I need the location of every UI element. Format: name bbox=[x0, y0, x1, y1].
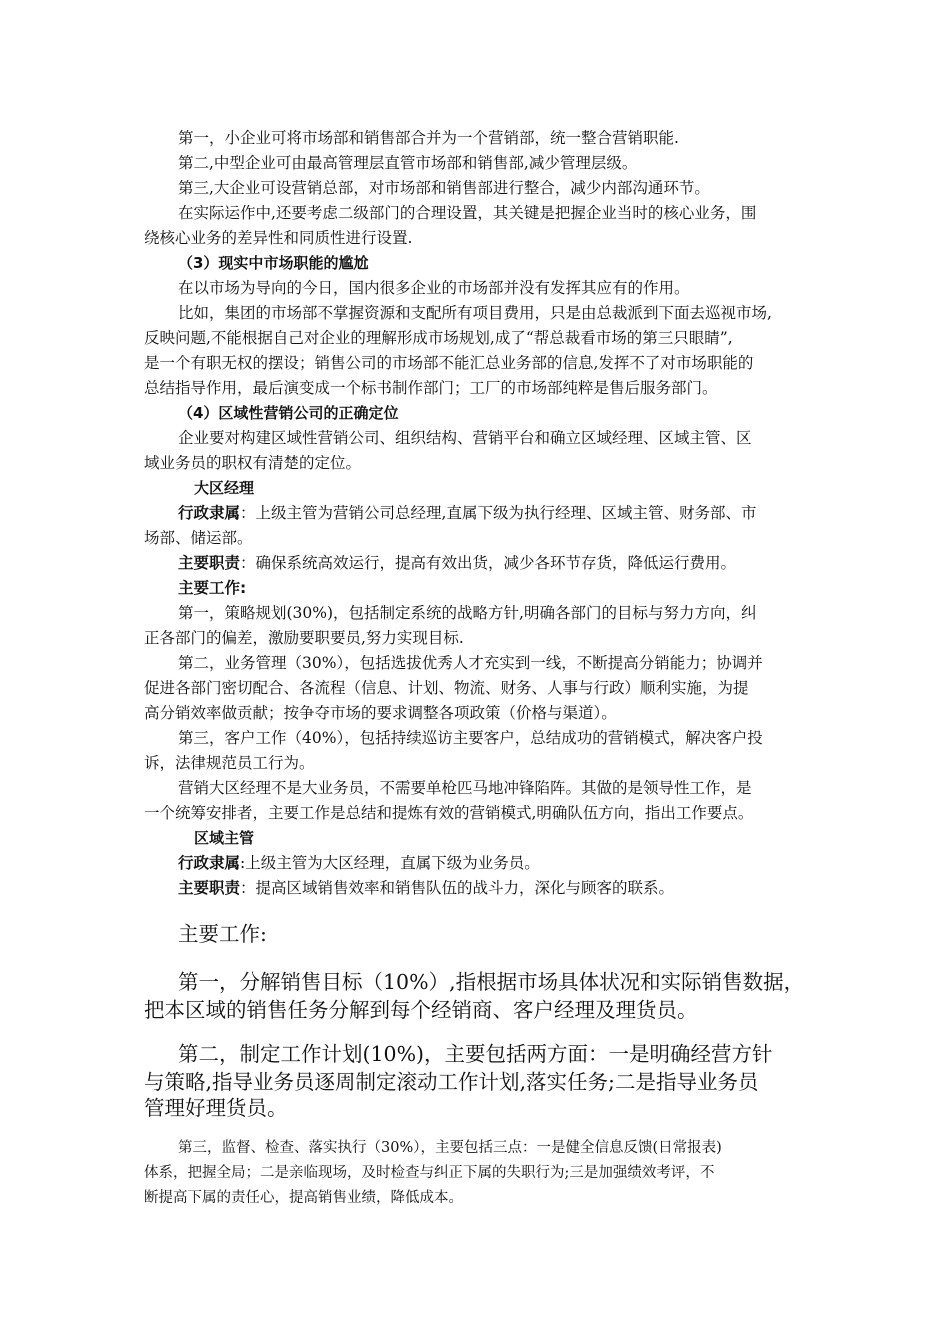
admin-label: 行政隶属 bbox=[178, 504, 241, 522]
paragraph-line: 总结指导作用，最后演变成一个标书制作部门；工厂的市场部纯粹是售后服务部门。 bbox=[144, 379, 718, 397]
paragraph-line: 第二，业务管理（30%），包括选拔优秀人才充实到一线，不断提高分销能力；协调并 bbox=[178, 654, 763, 672]
paragraph-line: 场部、储运部。 bbox=[144, 529, 253, 547]
paragraph-line: 正各部门的偏差，激励要职要员,努力实现目标. bbox=[144, 629, 464, 647]
duty-text: ：确保系统高效运行，提高有效出货，减少各环节存货，降低运行费用。 bbox=[240, 554, 737, 572]
paragraph-line: 第一，策略规划(30%)，包括制定系统的战略方针,明确各部门的目标与努力方向，纠 bbox=[178, 604, 757, 622]
admin-line bbox=[178, 503, 756, 523]
paragraph-line: 是一个有职无权的摆设；销售公司的市场部不能汇总业务部的信息,发挥不了对市场职能的 bbox=[144, 354, 754, 372]
paragraph-line-large: 与策略,指导业务员逐周制定滚动工作计划,落实任务;二是指导业务员 bbox=[144, 1070, 759, 1094]
role-title: 区域主管 bbox=[194, 829, 255, 847]
paragraph-line-large: 第一，分解销售目标（10%）,指根据市场具体状况和实际销售数据， bbox=[178, 970, 805, 994]
admin-text: :上级主管为大区经理，直属下级为业务员。 bbox=[240, 854, 540, 872]
duty-line bbox=[178, 878, 674, 898]
section-heading: （3）现实中市场职能的尴尬 bbox=[178, 254, 369, 272]
paragraph-line: 促进各部门密切配合、各流程（信息、计划、物流、财务、人事与行政）顺利实施，为提 bbox=[144, 679, 749, 697]
paragraph-line: 一个统筹安排者，主要工作是总结和提炼有效的营销模式,明确队伍方向，指出工作要点。 bbox=[144, 804, 754, 822]
admin-label: 行政隶属 bbox=[178, 854, 241, 872]
role-title: 大区经理 bbox=[194, 479, 255, 497]
duty-label: 主要职责 bbox=[178, 554, 241, 572]
paragraph-line: 第三，客户工作（40%），包括持续巡访主要客户，总结成功的营销模式，解决客户投 bbox=[178, 729, 763, 747]
duty-text: ：提高区域销售效率和销售队伍的战斗力，深化与顾客的联系。 bbox=[240, 879, 675, 897]
paragraph-line: 第二,中型企业可由最高管理层直管市场部和销售部,减少管理层级。 bbox=[178, 154, 638, 172]
paragraph-line-small: 体系，把握全局；二是亲临现场，及时检查与纠正下属的失职行为;三是加强绩效考评，不 bbox=[144, 1165, 715, 1181]
section-heading: （4）区域性营销公司的正确定位 bbox=[178, 404, 399, 422]
paragraph-line-large: 把本区域的销售任务分解到每个经销商、客户经理及理货员。 bbox=[144, 998, 698, 1022]
admin-text: ：上级主管为营销公司总经理,直属下级为执行经理、区域主管、财务部、市 bbox=[240, 504, 757, 522]
paragraph-line-small: 第三，监督、检查、落实执行（30%），主要包括三点：一是健全信息反馈(日常报表) bbox=[178, 1140, 722, 1156]
work-label: 主要工作: bbox=[178, 579, 247, 597]
admin-line bbox=[178, 853, 540, 873]
paragraph-line: 高分销效率做贡献；按争夺市场的要求调整各项政策（价格与渠道）。 bbox=[144, 704, 617, 722]
paragraph-line: 比如，集团的市场部不掌握资源和支配所有项目费用，只是由总裁派到下面去巡视市场, bbox=[178, 304, 772, 322]
duty-label: 主要职责 bbox=[178, 879, 241, 897]
paragraph-line-large: 第二，制定工作计划(10%)，主要包括两方面：一是明确经营方针 bbox=[178, 1042, 773, 1066]
paragraph-line: 第一，小企业可将市场部和销售部合并为一个营销部，统一整合营销职能. bbox=[178, 129, 679, 147]
paragraph-line: 诉，法律规范员工行为。 bbox=[144, 754, 315, 772]
duty-line bbox=[178, 553, 736, 573]
paragraph-line-small: 断提高下属的责任心，提高销售业绩，降低成本。 bbox=[144, 1190, 463, 1206]
paragraph-line: 反映问题,不能根据自己对企业的理解形成市场规划,成了“帮总裁看市场的第三只眼睛”, bbox=[144, 329, 733, 347]
paragraph-line: 营销大区经理不是大业务员，不需要单枪匹马地冲锋陷阵。其做的是领导性工作，是 bbox=[178, 779, 752, 797]
paragraph-line: 绕核心业务的差异性和同质性进行设置. bbox=[144, 229, 413, 247]
paragraph-line-large: 管理好理货员。 bbox=[144, 1096, 288, 1120]
paragraph-line: 在实际运作中,还要考虑二级部门的合理设置，其关键是把握企业当时的核心业务，围 bbox=[178, 204, 757, 222]
paragraph-line: 企业要对构建区域性营销公司、组织结构、营销平台和确立区域经理、区域主管、区 bbox=[178, 429, 752, 447]
paragraph-line: 第三,大企业可设营销总部，对市场部和销售部进行整合，减少内部沟通环节。 bbox=[178, 179, 710, 197]
paragraph-line: 在以市场为导向的今日，国内很多企业的市场部并没有发挥其应有的作用。 bbox=[178, 279, 690, 297]
paragraph-line: 域业务员的职权有清楚的定位。 bbox=[144, 454, 362, 472]
work-label-large: 主要工作: bbox=[178, 922, 267, 946]
